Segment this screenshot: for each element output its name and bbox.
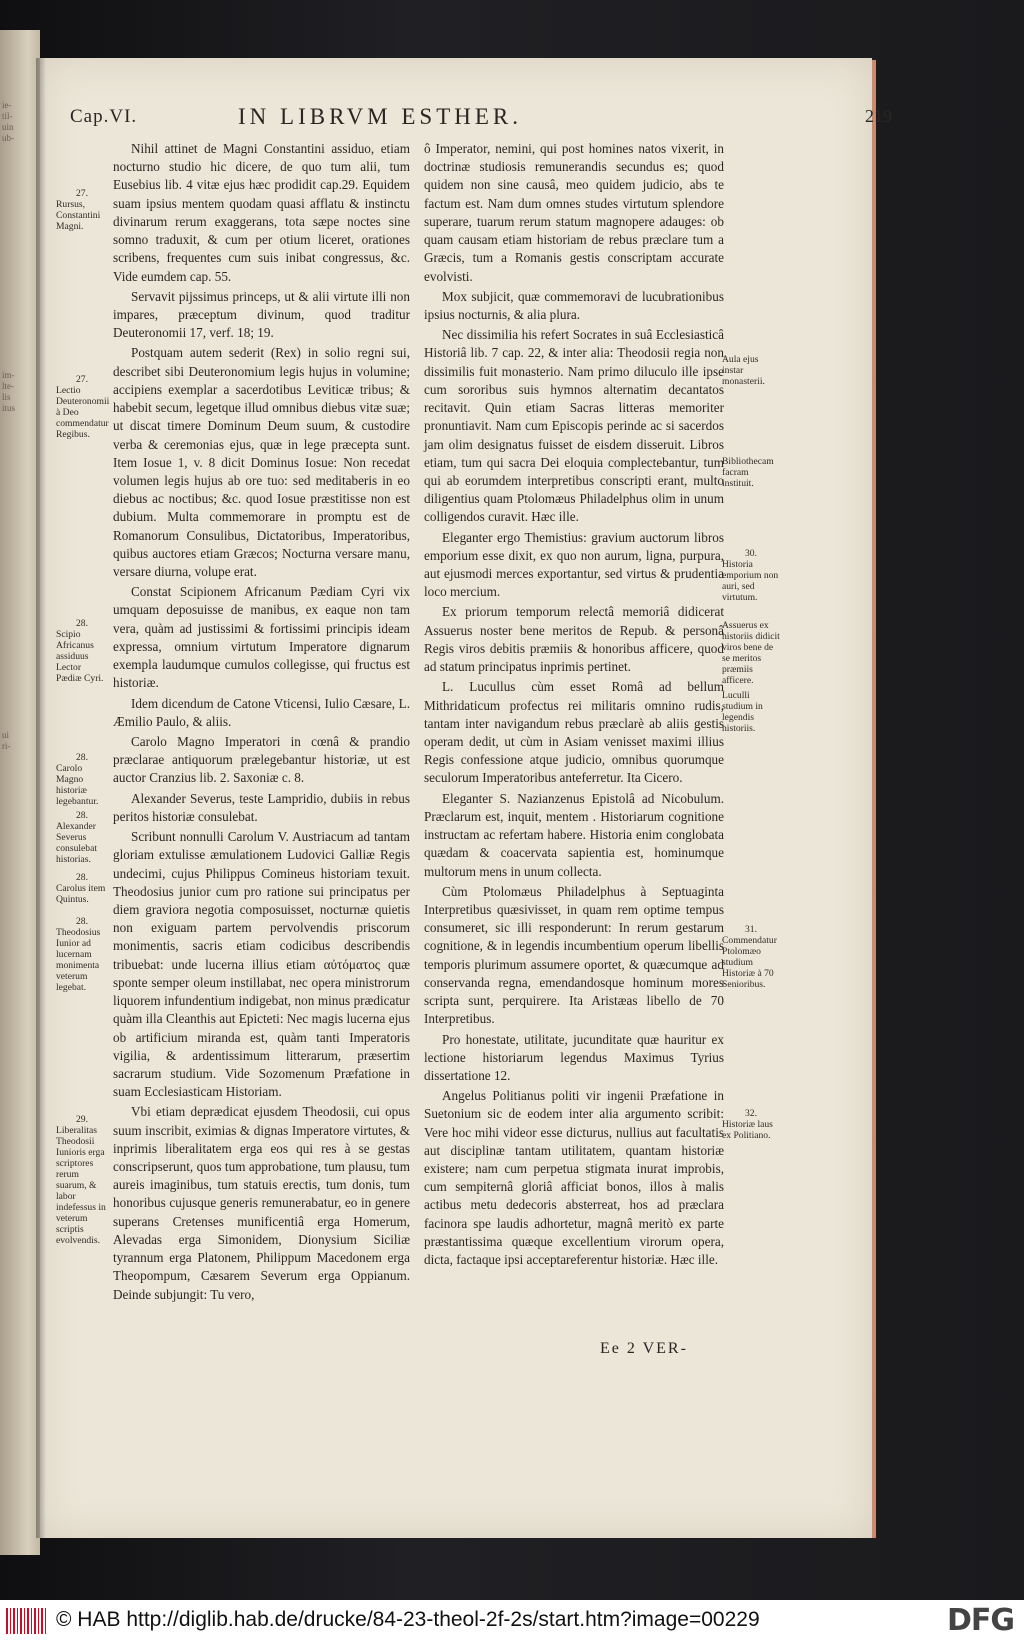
paragraph: Nihil attinet de Magni Constantini assiduo, etiam nocturno studio hic dicere, de quo tum alii, tum Eusebius lib. 4 vitæ ejus hæc prodidit cap.29. Equidem suam ipsius mentem quodam quasi afflatu & instinctu divinarum rerum exaggerans, tota sæpe noctes sine somno traduxit, & cum per otium liceret, orationes scribens, frequentes cum suis inibat congressus, &c. Vide eumdem cap. 55. (113, 141, 410, 284)
margin-note-number: 28. (76, 810, 88, 821)
barcode-icon (6, 1608, 46, 1634)
chapter-label: Cap.VI. (70, 106, 138, 127)
paragraph: Pro honestate, utilitate, jucunditate quæ hauritur ex lectione historiarum legendus Maximus Tyrius dissertatione 12. (424, 1031, 724, 1083)
paragraph: Carolo Magno Imperatori in cœnâ & prandio præclarae antiquorum prælegebantur historiæ, ut est auctor Cranzius lib. 2. Saxoniæ c. 8. (113, 734, 410, 786)
margin-note-number: 29. (76, 1114, 88, 1125)
facing-page-fragment: ui ri- (2, 730, 11, 751)
left-text-column (113, 140, 410, 1306)
margin-note-text: Liberalitas Theodosii Iunioris erga scriptores rerum suarum, & labor indefessus in veterum scriptis evolvendis. (56, 1125, 106, 1246)
paragraph: Scribunt nonnulli Carolum V. Austriacum ad tantam gloriam extulisse æmulationem Ludovici Galliæ Regis undecimi, cujus Philippus Comineus historiam texuit. Theodosius junior cum pro ratione sui principatus per diem graviora negotia composuisset, nocturnæ quietis non exiguam partem pervolvendis priscorum monimentis, sacris etiam codicibus describendis tribuebat: unde lucerna illius etiam αὐτόματος quæ sponte semper oleum instillabat, nec opera ministrorum liquorem infundentium indigebat, non minus prædicatur quàm illa Cleanthis aut Epicteti: Nec magis lucerna ejus ob artificium miranda est, quàm tanti Imperatoris vigilia, & ardentissimum litterarum, præsertim sacrarum studium. Vide Sozomenum Præfatione in suam Ecclesiasticam Historiam. (113, 829, 410, 1100)
margin-note (56, 1114, 108, 1246)
running-title: IN LIBRVM ESTHER. (238, 104, 523, 129)
margin-note (722, 354, 780, 387)
margin-note-text: Lectio Deuteronomii à Deo commendatur Regibus. (56, 385, 110, 440)
margin-note (722, 1108, 780, 1141)
catchwords: Ee 2 VER- (600, 1340, 688, 1357)
margin-note-number: 32. (745, 1108, 757, 1119)
paragraph: Constat Scipionem Africanum Pædiam Cyri vix umquam deposuisse de manibus, ex eaque non tam vera, quàm ad justissimi & fortissimi principis ideam expressa, omnium virtutum Imperatore dignarum exempla laudumque cumulos collegisse, qui fructus est historiæ. (113, 584, 410, 691)
margin-note-number: 28. (76, 752, 88, 763)
page-edge (872, 60, 876, 1538)
paragraph: Ex priorum temporum relectâ memoriâ didicerat Assuerus noster bene meritos de Repub. & personâ Regis viros debitis præmiis & honoribus afficere, quod ad statum principatus inprimis pertinet. (424, 604, 724, 675)
paragraph: Vbi etiam deprædicat ejusdem Theodosii, cui opus suum inscribit, eximias & dignas Imperatore virtutes, & inprimis liberalitatem erga eos qui res à se gestas conscripserunt, quos tum approbatione, tum plausu, tum aureis imaginibus, tum statuis erectis, tum donis, tum honoribus cujusque generis remunerabatur, eo in genere superans Cretenses munificentiâ erga Homerum, Alevadas erga Simonidem, Dionysium Siciliæ tyrannum erga Platonem, Philippum Macedonem erga Theopompum, Cæsarem Severum erga Oppianum. Deinde subjungit: Tu vero, (113, 1104, 410, 1302)
margin-note-text: Aula ejus instar monasterii. (722, 354, 765, 387)
margin-note-number: 28. (76, 916, 88, 927)
margin-note (56, 872, 108, 905)
margin-note-text: Carolus item Quintus. (56, 883, 106, 905)
paragraph: Mox subjicit, quæ commemoravi de lucubrationibus ipsius nocturnis, & alia plura. (424, 288, 724, 322)
dfg-logo: DFG (946, 1603, 1014, 1638)
right-text-column (424, 140, 724, 1271)
margin-note (722, 620, 780, 686)
paragraph: Eleganter ergo Themistius: gravium auctorum libros emporium esse dixit, ex quo non aurum, ligna, purpura, aut ejusmodi merces exportantur, sed virtus & prudentia loco mercium. (424, 529, 724, 600)
margin-note (56, 916, 108, 993)
facing-page-edge (0, 30, 40, 1555)
paragraph: Idem dicendum de Catone Vticensi, Iulio Cæsare, L. Æmilio Paulo, & aliis. (113, 695, 410, 729)
margin-note-text: Carolo Magno historiæ legebantur. (56, 763, 99, 807)
viewer-footer (0, 1600, 1024, 1640)
margin-note-number: 31. (745, 924, 757, 935)
page-gutter-shadow (36, 58, 46, 1538)
margin-note-text: Rursus, Constantini Magni. (56, 199, 101, 232)
margin-note-text: Theodosius Iunior ad lucernam monimenta veterum legebat. (56, 927, 101, 993)
paragraph: L. Lucullus cùm esset Româ ad bellum Mithridaticum profectus rei militaris omnino rudis, tantam inter navigandum rebus præclarè ab aliis gestis operam dedit, ut cùm in Asiam venisset maximi illius Regis confessione atque judicio, omnibus quorumque seculorum Imperatoribus anteferretur. Ita Cicero. (424, 679, 724, 786)
paragraph: ô Imperator, nemini, qui post homines natos vixerit, in doctrinæ studiosis remunerandis secundus es; quod quidem non sine causâ, meo quidem judicio, abs te factum est. Nam dum omnes studes virtutum splendore superare, tuarum rerum statum magnopere adauges: ob quam causam etiam historiam de rebus præclare tum a Græcis, tum a Romanis gestis conscriptam accurate evolvisti. (424, 141, 724, 284)
margin-note (56, 752, 108, 807)
margin-note-number: 30. (745, 548, 757, 559)
margin-note-number: 28. (76, 872, 88, 883)
paragraph: Eleganter S. Nazianzenus Epistolâ ad Nicobulum. Præclarum est, inquit, mentem . Historiarum cognitione instructam ac refertam habere. Historia enim conglobata quædam & coacervata sapientia est, hominumque multorum mens in unum collecta. (424, 790, 724, 879)
margin-note (722, 548, 780, 603)
footer-url[interactable]: © HAB http://diglib.hab.de/drucke/84-23-theol-2f-2s/start.htm?image=00229 (56, 1608, 760, 1631)
margin-note (56, 810, 108, 865)
paragraph: Angelus Politianus politi vir ingenii Præfatione in Suetonium sic de eodem inter alia argumento scribit: Vere hoc mihi videor esse dicturus, nullius aut facultatis aut disciplinæ tantam utilitatem, quantam historiæ existere; nam cum perpetua stigmata inurat improbis, cum sempiternâ gloriâ afficiat bonos, illos à malis actibus metu dedecoris absterreat, hos ad præclara facinora spe laudis adhortetur, magnâ meritò ex parte præstantissima quæque excellentium virorum opera, dicta, factaque ipsi acceptareferentur historiæ. Hæc ille. (424, 1088, 724, 1268)
margin-note-text: Bibliothecam facram instituit. (722, 456, 774, 489)
margin-note (722, 690, 780, 734)
facing-page-fragment: ie- til- uin ub- (2, 100, 14, 143)
margin-note (722, 924, 780, 990)
margin-note-text: Alexander Severus consulebat historias. (56, 821, 98, 865)
margin-note-text: Assuerus ex historiis didicit viros bene de se meritos præmiis afficere. (722, 620, 780, 686)
margin-note-number: 27. (76, 374, 88, 385)
facing-page-fragment: im- lte- lis itus (2, 370, 16, 413)
paragraph: Alexander Severus, teste Lampridio, dubiis in rebus peritos historiæ consulebat. (113, 790, 410, 824)
margin-note-number: 28. (76, 618, 88, 629)
margin-note (722, 456, 780, 489)
margin-note (56, 618, 108, 684)
paragraph: Cùm Ptolomæus Philadelphus à Septuaginta Interpretibus quæsivisset, in quam rem optime tempus consumeret, sic illi responderunt: In rerum gestarum cognitione, & in legendis incumbentium operum libellis temporis plurimum assumere oportet, & quæcumque ad conservanda regna, emendandosque hominum mores scripta sunt, perquirere. Ita Aristæas libello de 70 Interpretibus. (424, 883, 724, 1027)
margin-note-text: Historia emporium non auri, sed virtutum. (722, 559, 779, 603)
margin-note-text: Luculli studium in legendis historiis. (722, 690, 763, 734)
paragraph: Servavit pijssimus princeps, ut & alii virtute illi non impares, præceptum divinum, quod traditur Deuteronomii 17, verf. 18; 19. (113, 288, 410, 341)
running-header (70, 104, 892, 134)
page-number: 219 (865, 106, 892, 126)
margin-note (56, 374, 108, 440)
margin-note (56, 188, 108, 232)
paragraph: Nec dissimilia his refert Socrates in suâ Ecclesiasticâ Historiâ lib. 7 cap. 22, & inter alia: Theodosii regia non dissimilis fuit monasterio. Nam primo diluculo ille ipse cum sororibus suis hymnos alternatim decantatos recitavit. Quin etiam Sacras litteras memoriter pronuntiavit. Nam cum Episcopis perinde ac si sacerdos jam olim designatus fuisset de eisdem disseruit. Libros etiam, tum qui sacra Dei eloquia complectebantur, tum qui ab eorumdem interpretibus conscripti erant, multo diligentius quam Ptolomæus Philadelphus olim in unum colligendos curavit. Hæc ille. (424, 327, 724, 525)
paragraph: Postquam autem sederit (Rex) in solio regni sui, describet sibi Deuteronomium legis hujus in volumine; accipiens exemplar a sacerdotibus Leviticæ tribus; & habebit secum, legetque illud omnibus diebus vitæ suæ; ut discat timere Dominum Deum suum, & custodire verba & ceremonias ejus, quæ in lege præcepta sunt. Item Iosue 1, v. 8 dicit Dominus Iosue: Non recedat volumen legis hujus ab ore tuo: sed meditaberis in eo diebus ac noctibus; &c. quod Iosue præstitisse non est dubium. Multa commemorare in promptu est de Romanorum Consulibus, Dictatoribus, Imperatoribus, quibus auctores etiam Græcos; Nocturna versare manu, versare diurna, volupe erat. (113, 345, 410, 580)
margin-note-number: 27. (76, 188, 88, 199)
margin-note-text: Commendatur Ptolomæo studium Historiæ à 70 Senioribus. (722, 935, 777, 990)
margin-note-text: Scipio Africanus assiduus Lector Pædiæ Cyri. (56, 629, 104, 684)
margin-note-text: Historiæ laus ex Politiano. (722, 1119, 773, 1141)
